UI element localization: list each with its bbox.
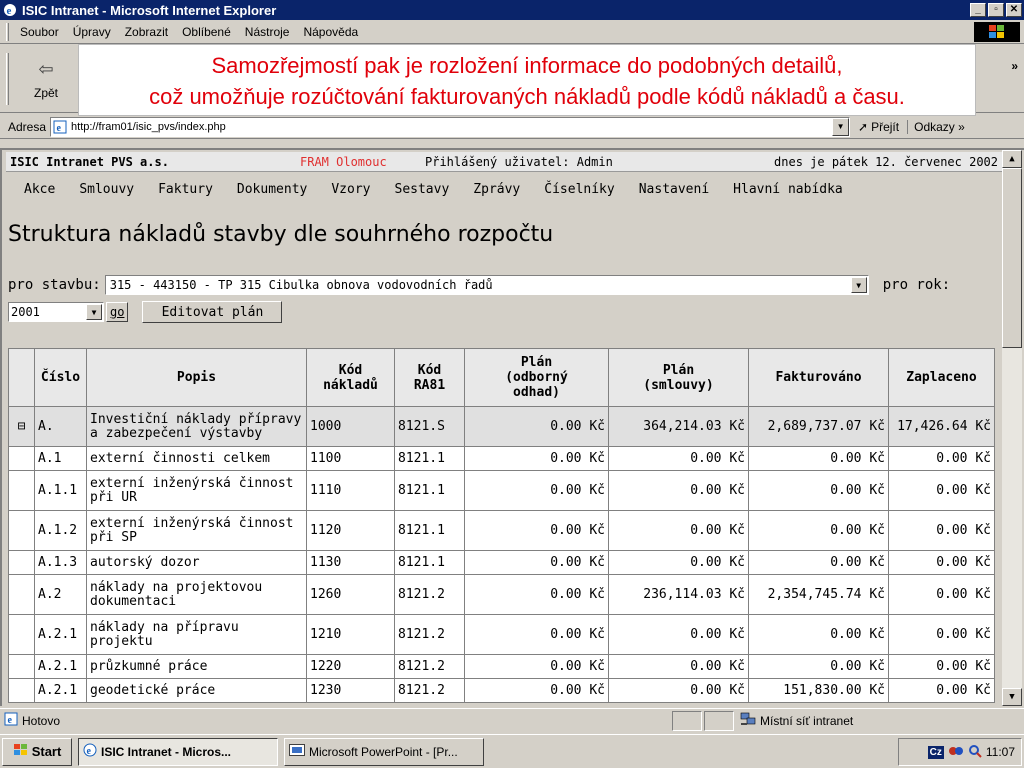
- cell-zaplaceno: 17,426.64 Kč: [889, 407, 995, 447]
- header-plan-odborny-line1: Plán: [520, 355, 553, 370]
- header-plan-smlouvy-line1: Plán: [662, 362, 695, 378]
- cell-popis: externí inženýrská činnost při UR: [87, 471, 307, 511]
- cell-plan-odborny: 0.00 Kč: [465, 615, 609, 655]
- tray-app-icon[interactable]: [948, 743, 964, 762]
- cell-kod: 1100: [307, 447, 395, 471]
- menu-grip: [6, 23, 9, 41]
- start-label: Start: [31, 744, 62, 759]
- nav-sestavy[interactable]: Sestavy: [394, 181, 450, 197]
- site-name: FRAM Olomouc: [300, 154, 387, 169]
- toolbar-overflow-icon[interactable]: »: [1011, 59, 1018, 73]
- cell-cislo: A.2: [35, 575, 87, 615]
- cell-plan-smlouvy: 0.00 Kč: [609, 471, 749, 511]
- cell-toggle: [9, 679, 35, 703]
- address-bar: [0, 115, 1024, 139]
- table-row[interactable]: [9, 655, 995, 679]
- cell-zaplaceno: 0.00 Kč: [889, 447, 995, 471]
- header-plan-odborny-line2: (odborný: [505, 370, 568, 385]
- cell-popis: geodetické práce: [87, 679, 307, 703]
- cell-zaplaceno: 0.00 Kč: [889, 679, 995, 703]
- status-bar: [0, 708, 1024, 732]
- cell-plan-smlouvy: 0.00 Kč: [609, 447, 749, 471]
- cell-toggle: [9, 655, 35, 679]
- cell-plan-odborny: 0.00 Kč: [465, 679, 609, 703]
- back-label: Zpět: [33, 85, 58, 100]
- cell-kod: 1110: [307, 471, 395, 511]
- cell-zaplaceno: 0.00 Kč: [889, 511, 995, 551]
- close-button[interactable]: ✕: [1006, 3, 1022, 17]
- header-cislo: Číslo: [35, 349, 87, 407]
- security-zone: [740, 712, 853, 729]
- cell-toggle: [9, 447, 35, 471]
- header-plan-odborny-line3: odhad): [513, 385, 560, 400]
- back-arrow-icon: ⇦: [38, 58, 54, 79]
- table-row[interactable]: [9, 615, 995, 655]
- cell-popis: Investiční náklady přípravy a zabezpečení výstavby: [87, 407, 307, 447]
- cell-cislo: A.1.2: [35, 511, 87, 551]
- vertical-scrollbar[interactable]: [1002, 150, 1022, 706]
- callout-line-1: Samozřejmostí pak je rozložení informace do podobných detailů,: [211, 53, 843, 78]
- cell-kod: 1210: [307, 615, 395, 655]
- cell-ra: 8121.1: [395, 447, 465, 471]
- header-kod-nakladu-line2: nákladů: [323, 377, 378, 393]
- menu-edit[interactable]: Úpravy: [72, 24, 111, 39]
- cell-plan-smlouvy: 0.00 Kč: [609, 655, 749, 679]
- cell-cislo: A.2.1: [35, 615, 87, 655]
- cell-fakturovano: 2,354,745.74 Kč: [749, 575, 889, 615]
- links-overflow-icon: »: [954, 119, 965, 134]
- go-button[interactable]: [858, 120, 899, 134]
- cell-plan-odborny: 0.00 Kč: [465, 551, 609, 575]
- cell-fakturovano: 2,689,737.07 Kč: [749, 407, 889, 447]
- header-plan-odborny: [465, 349, 609, 407]
- page-icon: [53, 120, 67, 134]
- scroll-thumb[interactable]: [1002, 168, 1022, 348]
- page-done-icon: [4, 712, 18, 729]
- cell-zaplaceno: 0.00 Kč: [889, 471, 995, 511]
- company-name: ISIC Intranet PVS a.s.: [10, 154, 169, 169]
- links-label: Odkazy: [914, 119, 955, 134]
- nav-zpravy[interactable]: Zprávy: [473, 181, 521, 197]
- window-titlebar[interactable]: [0, 0, 1024, 20]
- cell-kod: 1130: [307, 551, 395, 575]
- browser-viewport: [0, 148, 1024, 706]
- header-kod-ra-line1: Kód: [417, 362, 442, 378]
- header-popis: Popis: [87, 349, 307, 407]
- cell-zaplaceno: 0.00 Kč: [889, 655, 995, 679]
- year-label: pro rok:: [882, 277, 951, 293]
- header-kod-nakladu: [307, 349, 395, 407]
- header-toggle: [9, 349, 35, 407]
- zone-label: Místní síť intranet: [760, 713, 854, 728]
- table-row[interactable]: [9, 407, 995, 447]
- cell-cislo: A.2.1: [35, 655, 87, 679]
- header-plan-smlouvy-line2: (smlouvy): [643, 377, 714, 393]
- scroll-down-icon[interactable]: ▼: [1002, 688, 1022, 706]
- start-button[interactable]: [2, 738, 72, 766]
- cell-cislo: A.1: [35, 447, 87, 471]
- cell-plan-odborny: 0.00 Kč: [465, 471, 609, 511]
- cell-fakturovano: 0.00 Kč: [749, 615, 889, 655]
- table-row[interactable]: [9, 551, 995, 575]
- links-button[interactable]: [907, 120, 965, 134]
- system-tray: [898, 738, 1022, 766]
- powerpoint-icon: [289, 744, 305, 759]
- address-input[interactable]: [50, 117, 850, 137]
- cell-plan-odborny: 0.00 Kč: [465, 407, 609, 447]
- building-value: 315 - 443150 - TP 315 Cibulka obnova vodovodních řadů: [109, 278, 493, 292]
- cell-plan-smlouvy: 364,214.03 Kč: [609, 407, 749, 447]
- header-fakturovano: Fakturováno: [749, 349, 889, 407]
- cell-ra: 8121.1: [395, 471, 465, 511]
- cell-kod: 1220: [307, 655, 395, 679]
- svg-text:e: e: [6, 5, 12, 17]
- nav-nastaveni[interactable]: Nastavení: [638, 181, 710, 197]
- chevron-down-icon[interactable]: ▼: [86, 304, 102, 320]
- cost-table: [8, 348, 995, 703]
- cell-fakturovano: 0.00 Kč: [749, 655, 889, 679]
- page-title: Struktura nákladů stavby dle souhrného rozpočtu: [8, 222, 554, 247]
- cell-popis: náklady na přípravu projektu: [87, 615, 307, 655]
- nav-ciselniky[interactable]: Číselníky: [544, 181, 615, 197]
- cell-cislo: A.1.1: [35, 471, 87, 511]
- task-ie[interactable]: [78, 738, 278, 766]
- cell-popis: externí činnosti celkem: [87, 447, 307, 471]
- nav-hlavni-nabidka[interactable]: Hlavní nabídka: [733, 181, 843, 197]
- cell-fakturovano: 0.00 Kč: [749, 447, 889, 471]
- status-pane: [704, 711, 734, 731]
- collapse-icon[interactable]: ⊟: [9, 407, 35, 447]
- app-nav: [6, 176, 1002, 202]
- ie-task-icon: [83, 743, 97, 760]
- building-filter: [8, 274, 998, 296]
- callout-line-2: což umožňuje rozúčtování fakturovaných nákladů podle kódů nákladů a času.: [149, 84, 905, 109]
- cell-ra: 8121.S: [395, 407, 465, 447]
- year-select[interactable]: [8, 302, 104, 322]
- cell-toggle: [9, 575, 35, 615]
- cell-fakturovano: 0.00 Kč: [749, 551, 889, 575]
- building-select[interactable]: [105, 275, 869, 295]
- task-powerpoint-label: Microsoft PowerPoint - [Pr...: [309, 744, 458, 759]
- year-value: 2001: [11, 305, 40, 319]
- cell-zaplaceno: 0.00 Kč: [889, 551, 995, 575]
- menu-tools[interactable]: Nástroje: [244, 24, 290, 39]
- logged-user: Přihlášený uživatel: Admin: [425, 154, 613, 169]
- table-row[interactable]: [9, 447, 995, 471]
- scroll-up-icon[interactable]: ▲: [1002, 150, 1022, 168]
- windows-flag-icon: [13, 743, 29, 760]
- nav-vzory[interactable]: Vzory: [331, 181, 371, 197]
- cell-toggle: [9, 551, 35, 575]
- cell-popis: autorský dozor: [87, 551, 307, 575]
- cell-fakturovano: 0.00 Kč: [749, 471, 889, 511]
- back-button[interactable]: [20, 51, 72, 107]
- page-content: [6, 150, 1002, 706]
- table-row[interactable]: [9, 511, 995, 551]
- cell-toggle: [9, 471, 35, 511]
- header-plan-smlouvy: [609, 349, 749, 407]
- cell-ra: 8121.2: [395, 655, 465, 679]
- cell-cislo: A.2.1: [35, 679, 87, 703]
- task-powerpoint[interactable]: [284, 738, 484, 766]
- cell-fakturovano: 0.00 Kč: [749, 511, 889, 551]
- svg-text:e: e: [86, 746, 91, 757]
- cell-plan-odborny: 0.00 Kč: [465, 447, 609, 471]
- window-title: ISIC Intranet - Microsoft Internet Explorer: [22, 2, 277, 18]
- svg-text:e: e: [56, 122, 61, 134]
- header-kod-ra-line2: RA81: [413, 377, 446, 393]
- cell-kod: 1230: [307, 679, 395, 703]
- cell-ra: 8121.2: [395, 679, 465, 703]
- menu-help[interactable]: Nápověda: [303, 24, 359, 39]
- year-filter: [8, 300, 282, 324]
- toolbar-grip: [6, 53, 9, 105]
- address-label: Adresa: [8, 119, 47, 134]
- nav-smlouvy[interactable]: Smlouvy: [79, 181, 135, 197]
- header-zaplaceno: Zaplaceno: [889, 349, 995, 407]
- minimize-button[interactable]: _: [970, 3, 986, 17]
- cell-plan-odborny: 0.00 Kč: [465, 655, 609, 679]
- edit-plan-button[interactable]: Editovat plán: [142, 301, 282, 323]
- cell-toggle: [9, 615, 35, 655]
- taskbar: [0, 734, 1024, 768]
- menu-favorites[interactable]: Oblíbené: [182, 24, 231, 39]
- header-kod-nakladu-line1: Kód: [338, 362, 363, 378]
- cell-ra: 8121.1: [395, 551, 465, 575]
- go-filter-button[interactable]: go: [106, 302, 128, 322]
- status-pane: [672, 711, 702, 731]
- network-icon: [740, 712, 756, 729]
- nav-faktury[interactable]: Faktury: [158, 181, 213, 197]
- cell-plan-smlouvy: 236,114.03 Kč: [609, 575, 749, 615]
- address-url: http://fram01/isic_pvs/index.php: [71, 120, 226, 133]
- cell-ra: 8121.2: [395, 575, 465, 615]
- cell-kod: 1000: [307, 407, 395, 447]
- cell-cislo: A.: [35, 407, 87, 447]
- cell-popis: průzkumné práce: [87, 655, 307, 679]
- tray-search-icon[interactable]: [968, 744, 982, 761]
- maximize-button[interactable]: ▫: [988, 3, 1004, 17]
- menu-view[interactable]: Zobrazit: [124, 24, 169, 39]
- cell-plan-smlouvy: 0.00 Kč: [609, 615, 749, 655]
- info-bar: [6, 152, 1002, 172]
- status-text: Hotovo: [22, 713, 61, 728]
- table-header-row: [9, 349, 995, 407]
- cell-plan-smlouvy: 0.00 Kč: [609, 511, 749, 551]
- cell-popis: náklady na projektovou dokumentaci: [87, 575, 307, 615]
- address-dropdown-icon[interactable]: ▼: [832, 118, 849, 136]
- table-row[interactable]: [9, 575, 995, 615]
- cell-plan-odborny: 0.00 Kč: [465, 575, 609, 615]
- cell-zaplaceno: 0.00 Kč: [889, 615, 995, 655]
- go-label: Přejít: [871, 119, 900, 134]
- cell-popis: externí inženýrská činnost při SP: [87, 511, 307, 551]
- cell-ra: 8121.1: [395, 511, 465, 551]
- cell-plan-smlouvy: 0.00 Kč: [609, 551, 749, 575]
- clock[interactable]: 11:07: [985, 745, 1015, 759]
- svg-text:e: e: [7, 715, 12, 726]
- menu-bar: [0, 20, 1024, 44]
- cell-plan-smlouvy: 0.00 Kč: [609, 679, 749, 703]
- cell-fakturovano: 151,830.00 Kč: [749, 679, 889, 703]
- callout-annotation: [78, 44, 976, 116]
- header-kod-ra: [395, 349, 465, 407]
- cell-plan-odborny: 0.00 Kč: [465, 511, 609, 551]
- go-arrow-icon: ➚: [858, 119, 869, 134]
- windows-logo-icon: [974, 22, 1020, 42]
- cell-zaplaceno: 0.00 Kč: [889, 575, 995, 615]
- table-row[interactable]: [9, 471, 995, 511]
- cell-kod: 1120: [307, 511, 395, 551]
- nav-dokumenty[interactable]: Dokumenty: [236, 181, 308, 197]
- cell-cislo: A.1.3: [35, 551, 87, 575]
- current-date: dnes je pátek 12. červenec 2002: [774, 154, 998, 169]
- status-section: [4, 712, 672, 729]
- language-indicator[interactable]: Cz: [929, 746, 942, 758]
- task-ie-label: ISIC Intranet - Micros...: [101, 744, 232, 759]
- building-label: pro stavbu:: [8, 277, 101, 293]
- cell-kod: 1260: [307, 575, 395, 615]
- menu-file[interactable]: Soubor: [20, 24, 59, 39]
- chevron-down-icon[interactable]: ▼: [851, 277, 867, 293]
- nav-akce[interactable]: Akce: [24, 181, 56, 197]
- ie-icon: [2, 2, 18, 18]
- cell-toggle: [9, 511, 35, 551]
- cell-ra: 8121.2: [395, 615, 465, 655]
- table-row[interactable]: [9, 679, 995, 703]
